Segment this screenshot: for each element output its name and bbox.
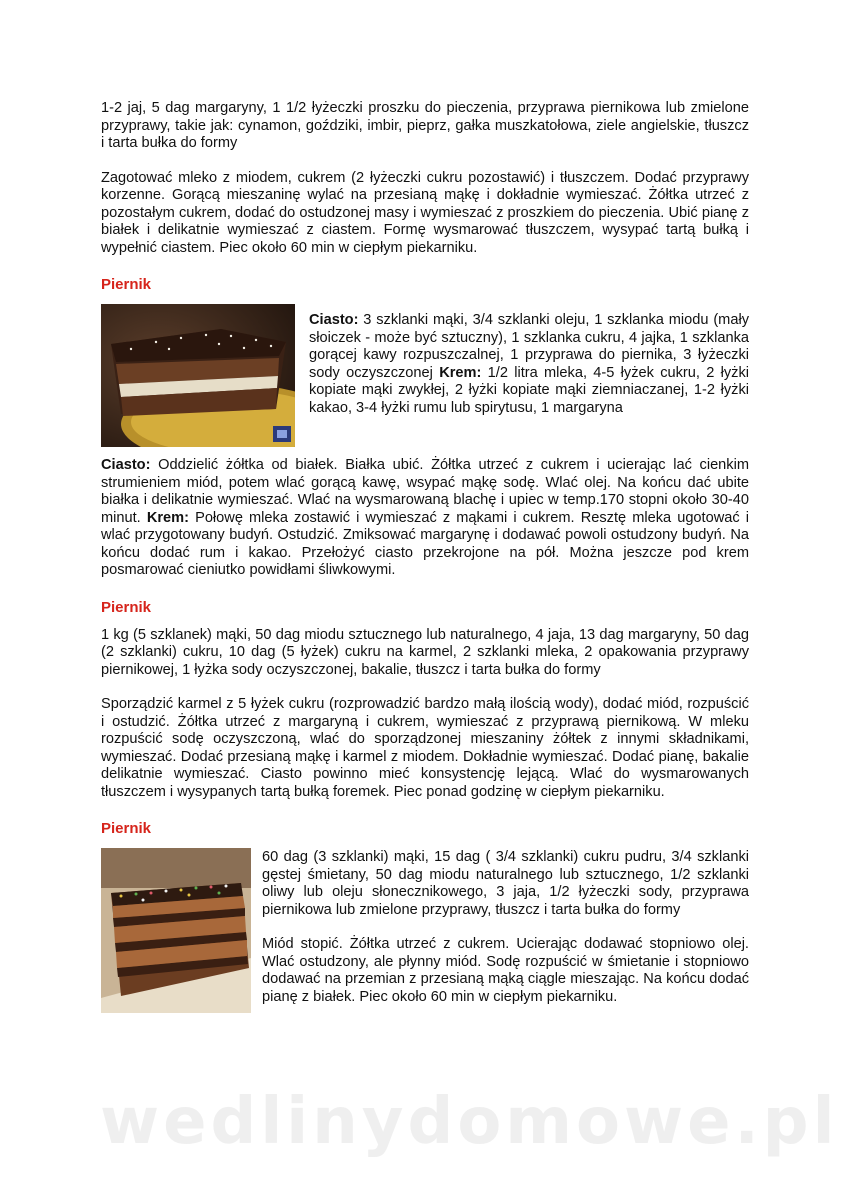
cake-photo-2 — [101, 848, 251, 1013]
krem-ingredients: 1/2 litra mleka, 4-5 łyżek cukru, 2 łyżki kopiate mąki zwykłej, 2 łyżki kopiate mąki ziemniaczanej, 1-2 łyżki kakao, 3-4 łyżki rumu lub spirytusu, 1 margaryna — [309, 364, 749, 416]
method-ciasto-label: Ciasto: — [101, 457, 151, 473]
method-krem-text: Połowę mleka zostawić i wymieszać z mąkami i cukrem. Resztę mleka ugotować i wlać przygotowany budyń. Ostudzić. Zmiksować margarynę i dodawać powoli ostudzony budyń. Na końcu dodać rum i kakao. Przełożyć ciasto przekrojone na pół. Można jeszcze pod krem posmarować cieniutko powidłami śliwkowymi. — [101, 509, 749, 578]
recipe1-title: Piernik — [101, 276, 152, 293]
ciasto-label: Ciasto: — [309, 312, 359, 328]
intro-method: Zagotować mleko z miodem, cukrem (2 łyżeczki cukru pozostawić) i tłuszczem. Dodać przyprawy korzenne. Gorącą mieszaninę wylać na przesianą mąkę i dokładnie wymieszać. Żółtka utrzeć z pozostałym cukrem, dodać do ostudzonej masy i wymieszać z proszkiem do pieczenia. Ubić pianę z białek i delikatnie wymieszać z ciastem. Formę wysmarować tłuszczem, wysypać tartą bułką i wypełnić ciastem. Piec około 60 min w ciepłym piekarniku. — [101, 169, 749, 256]
cake-photo-1 — [101, 304, 295, 447]
recipe3-text — [262, 848, 749, 1006]
recipe2-ingredients: 1 kg (5 szklanek) mąki, 50 dag miodu sztucznego lub naturalnego, 4 jaja, 13 dag margaryny, 50 dag (2 szklanki) cukru, 10 dag (5 łyżek) cukru na karmel, 2 szklanki mleka, 2 opakowania przyprawy piernikowej, 1 łyżka sody oczyszczonej, bakalie, tłuszcz i tarta bułka do formy — [101, 626, 749, 678]
document-page — [101, 100, 749, 1013]
method-ciasto-text: Oddzielić żółtka od białek. Białka ubić. Żółtka utrzeć z cukrem i ucierając lać cienkim strumieniem miód, potem wlać gorącą kawę, wsypać mąkę sodę. Wlać olej. Na końcu dać ubite białka i delikatnie wymieszać. Wlać na wysmarowaną blachę i upiec w temp.170 stopni około 30-40 minut. — [101, 457, 749, 526]
recipe3-figure-row — [101, 848, 749, 1013]
intro-ingredients: 1-2 jaj, 5 dag margaryny, 1 1/2 łyżeczki proszku do pieczenia, przyprawa piernikowa lub zmielone przyprawy, takie jak: cynamon, goździki, imbir, pieprz, gałka muszkatołowa, ziele angielskie, tłuszcz i tarta bułka do formy — [101, 100, 749, 151]
recipe2-title: Piernik — [101, 598, 152, 616]
watermark: wedlinydomowe.pl — [100, 1085, 839, 1159]
recipe3-title: Piernik — [101, 820, 152, 837]
krem-label: Krem: — [439, 364, 482, 381]
ciasto-ingredients: 3 szklanki mąki, 3/4 szklanki oleju, 1 szklanka miodu (mały słoiczek - może być sztuczny), 1 szklanka cukru, 4 jajka, 1 szklanka gorącej kawy rozpuszczalnej, 1 przyprawa do piernika, 3 łyżeczki sody oczyszczonej — [309, 312, 749, 381]
recipe3-method: Miód stopić. Żółtka utrzeć z cukrem. Ucierając dodawać stopniowo olej. Wlać ostudzony, ale płynny miód. Sodę rozpuścić w śmietanie i stopniowo dodawać na przemian z przesianą mąką ciągle mieszając. Na końcu dodać pianę z białek. Piec około 60 min w ciepłym piekarniku. — [262, 936, 749, 1005]
method-krem-label: Krem: — [146, 509, 189, 526]
recipe1-figure-row — [101, 304, 749, 447]
recipe2-method: Sporządzić karmel z 5 łyżek cukru (rozprowadzić bardzo małą ilością wody), dodać miód, rozpuścić i ostudzić. Żółtka utrzeć z margaryną i cukrem, wymieszać z przyprawą piernikową. W mleku rozpuścić sodę oczyszczoną, wlać do sporządzonej mieszaniny żółtek z innymi składnikami, wymieszać. Dodać przesianą mąkę i karmel z miodem. Dokładnie wymieszać. Dodać pianę, bakalie delikatnie wymieszać. Ciasto powinno mieć konsystencję lejącą. Wlać do wysmarowanych tłuszczem i wysypanych tartą bułką foremek. Piec ponad godzinę w ciepłym piekarniku. — [101, 696, 749, 800]
recipe3-ingredients: 60 dag (3 szklanki) mąki, 15 dag ( 3/4 szklanki) cukru pudru, 3/4 szklanki gęstej śmietany, 50 dag miodu naturalnego lub sztucznego, 1/2 szklanki oliwy lub oleju słonecznikowego, 3 jaja, 1/2 łyżeczki sody, przyprawa piernikowa lub zmielone przyprawy, tłuszcz i tarta bułka do formy — [262, 849, 749, 918]
recipe1-ingredients — [309, 304, 749, 417]
recipe1-method — [101, 457, 749, 580]
